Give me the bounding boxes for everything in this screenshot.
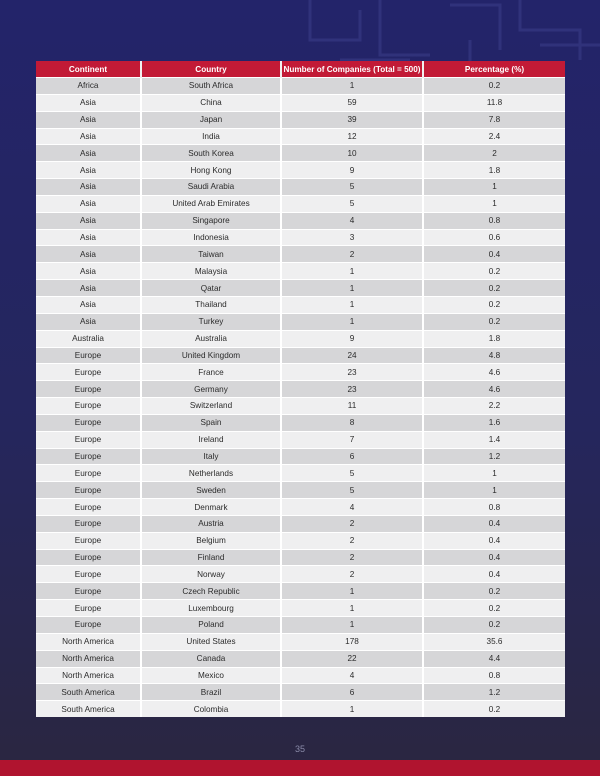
cell-continent: Asia <box>36 195 141 212</box>
cell-percentage: 1 <box>423 482 565 499</box>
cell-number-of-companies: 1 <box>281 313 423 330</box>
cell-percentage: 1.2 <box>423 684 565 701</box>
cell-percentage: 1.2 <box>423 448 565 465</box>
cell-number-of-companies: 2 <box>281 515 423 532</box>
cell-percentage: 4.6 <box>423 364 565 381</box>
cell-number-of-companies: 1 <box>281 701 423 717</box>
cell-number-of-companies: 1 <box>281 617 423 634</box>
cell-number-of-companies: 6 <box>281 684 423 701</box>
cell-continent: Asia <box>36 111 141 128</box>
cell-number-of-companies: 1 <box>281 296 423 313</box>
cell-number-of-companies: 8 <box>281 414 423 431</box>
cell-continent: Australia <box>36 330 141 347</box>
cell-country: Taiwan <box>141 246 281 263</box>
table-row <box>36 94 565 111</box>
cell-number-of-companies: 6 <box>281 448 423 465</box>
table-row <box>36 296 565 313</box>
cell-percentage: 0.2 <box>423 263 565 280</box>
table-row <box>36 364 565 381</box>
table-row <box>36 600 565 617</box>
table-row <box>36 263 565 280</box>
table-row <box>36 482 565 499</box>
cell-percentage: 0.4 <box>423 566 565 583</box>
cell-continent: South America <box>36 701 141 717</box>
cell-country: South Africa <box>141 78 281 95</box>
cell-percentage: 4.8 <box>423 347 565 364</box>
companies-table-container <box>36 61 565 717</box>
table-row <box>36 431 565 448</box>
table-row <box>36 549 565 566</box>
table-row <box>36 128 565 145</box>
table-row <box>36 145 565 162</box>
cell-number-of-companies: 2 <box>281 566 423 583</box>
cell-number-of-companies: 12 <box>281 128 423 145</box>
cell-percentage: 35.6 <box>423 633 565 650</box>
cell-percentage: 1.8 <box>423 162 565 179</box>
table-row <box>36 566 565 583</box>
cell-percentage: 2 <box>423 145 565 162</box>
cell-percentage: 4.4 <box>423 650 565 667</box>
background-pattern-icon <box>300 0 600 70</box>
cell-country: Colombia <box>141 701 281 717</box>
cell-percentage: 4.6 <box>423 381 565 398</box>
table-row <box>36 515 565 532</box>
cell-continent: Europe <box>36 431 141 448</box>
cell-country: Ireland <box>141 431 281 448</box>
cell-percentage: 1.4 <box>423 431 565 448</box>
cell-number-of-companies: 4 <box>281 212 423 229</box>
cell-percentage: 7.8 <box>423 111 565 128</box>
cell-number-of-companies: 4 <box>281 499 423 516</box>
cell-number-of-companies: 2 <box>281 532 423 549</box>
table-row <box>36 499 565 516</box>
cell-country: Hong Kong <box>141 162 281 179</box>
table-row <box>36 313 565 330</box>
table-row <box>36 212 565 229</box>
cell-country: Denmark <box>141 499 281 516</box>
cell-continent: Europe <box>36 347 141 364</box>
cell-continent: Europe <box>36 532 141 549</box>
cell-number-of-companies: 5 <box>281 465 423 482</box>
cell-continent: Europe <box>36 549 141 566</box>
cell-number-of-companies: 9 <box>281 330 423 347</box>
table-row <box>36 330 565 347</box>
cell-country: Saudi Arabia <box>141 179 281 196</box>
cell-number-of-companies: 23 <box>281 381 423 398</box>
cell-number-of-companies: 2 <box>281 246 423 263</box>
cell-continent: Europe <box>36 499 141 516</box>
cell-number-of-companies: 22 <box>281 650 423 667</box>
table-row <box>36 684 565 701</box>
cell-percentage: 0.8 <box>423 499 565 516</box>
cell-percentage: 0.2 <box>423 78 565 95</box>
cell-continent: Asia <box>36 128 141 145</box>
cell-number-of-companies: 1 <box>281 280 423 297</box>
cell-number-of-companies: 11 <box>281 398 423 415</box>
table-row <box>36 532 565 549</box>
cell-percentage: 0.2 <box>423 280 565 297</box>
table-row <box>36 347 565 364</box>
cell-continent: Asia <box>36 229 141 246</box>
companies-by-country-table <box>36 61 565 717</box>
cell-country: Austria <box>141 515 281 532</box>
cell-percentage: 2.2 <box>423 398 565 415</box>
cell-percentage: 1.8 <box>423 330 565 347</box>
cell-continent: South America <box>36 684 141 701</box>
table-row <box>36 633 565 650</box>
cell-number-of-companies: 1 <box>281 600 423 617</box>
table-row <box>36 650 565 667</box>
cell-country: United States <box>141 633 281 650</box>
cell-percentage: 0.8 <box>423 667 565 684</box>
cell-continent: Europe <box>36 566 141 583</box>
cell-continent: Europe <box>36 414 141 431</box>
cell-country: Spain <box>141 414 281 431</box>
cell-number-of-companies: 3 <box>281 229 423 246</box>
cell-country: Netherlands <box>141 465 281 482</box>
table-row <box>36 583 565 600</box>
cell-percentage: 0.2 <box>423 296 565 313</box>
cell-number-of-companies: 5 <box>281 195 423 212</box>
cell-country: Turkey <box>141 313 281 330</box>
cell-country: India <box>141 128 281 145</box>
cell-continent: North America <box>36 667 141 684</box>
table-row <box>36 179 565 196</box>
cell-country: Canada <box>141 650 281 667</box>
header-number-of-companies: Number of Companies (Total = 500) <box>281 61 423 78</box>
cell-number-of-companies: 23 <box>281 364 423 381</box>
cell-percentage: 0.4 <box>423 532 565 549</box>
cell-country: Thailand <box>141 296 281 313</box>
header-percentage: Percentage (%) <box>423 61 565 78</box>
cell-country: Belgium <box>141 532 281 549</box>
cell-country: Switzerland <box>141 398 281 415</box>
cell-continent: Europe <box>36 482 141 499</box>
cell-continent: Asia <box>36 313 141 330</box>
table-row <box>36 246 565 263</box>
table-row <box>36 617 565 634</box>
cell-number-of-companies: 9 <box>281 162 423 179</box>
cell-country: Malaysia <box>141 263 281 280</box>
cell-continent: Africa <box>36 78 141 95</box>
cell-continent: Asia <box>36 263 141 280</box>
cell-number-of-companies: 178 <box>281 633 423 650</box>
cell-percentage: 2.4 <box>423 128 565 145</box>
cell-country: Qatar <box>141 280 281 297</box>
cell-country: Italy <box>141 448 281 465</box>
cell-number-of-companies: 39 <box>281 111 423 128</box>
cell-country: France <box>141 364 281 381</box>
cell-country: Poland <box>141 617 281 634</box>
cell-continent: Asia <box>36 212 141 229</box>
cell-continent: Europe <box>36 448 141 465</box>
cell-percentage: 11.8 <box>423 94 565 111</box>
cell-number-of-companies: 10 <box>281 145 423 162</box>
header-continent: Continent <box>36 61 141 78</box>
table-row <box>36 381 565 398</box>
table-row <box>36 448 565 465</box>
cell-percentage: 0.2 <box>423 600 565 617</box>
cell-percentage: 0.2 <box>423 583 565 600</box>
cell-continent: Europe <box>36 515 141 532</box>
footer-bar <box>0 760 600 776</box>
cell-number-of-companies: 4 <box>281 667 423 684</box>
cell-continent: North America <box>36 650 141 667</box>
cell-country: South Korea <box>141 145 281 162</box>
cell-percentage: 1 <box>423 195 565 212</box>
table-row <box>36 465 565 482</box>
cell-number-of-companies: 5 <box>281 482 423 499</box>
cell-number-of-companies: 2 <box>281 549 423 566</box>
cell-country: Brazil <box>141 684 281 701</box>
table-row <box>36 667 565 684</box>
table-row <box>36 414 565 431</box>
cell-continent: Europe <box>36 465 141 482</box>
cell-country: Czech Republic <box>141 583 281 600</box>
table-row <box>36 280 565 297</box>
cell-country: Germany <box>141 381 281 398</box>
cell-percentage: 0.4 <box>423 515 565 532</box>
table-row <box>36 701 565 717</box>
table-header-row <box>36 61 565 78</box>
cell-percentage: 1 <box>423 465 565 482</box>
cell-continent: Asia <box>36 246 141 263</box>
cell-continent: Asia <box>36 179 141 196</box>
cell-number-of-companies: 5 <box>281 179 423 196</box>
cell-country: Sweden <box>141 482 281 499</box>
cell-country: United Kingdom <box>141 347 281 364</box>
table-row <box>36 398 565 415</box>
cell-country: Singapore <box>141 212 281 229</box>
cell-number-of-companies: 1 <box>281 263 423 280</box>
cell-continent: Europe <box>36 617 141 634</box>
cell-country: United Arab Emirates <box>141 195 281 212</box>
cell-continent: Europe <box>36 364 141 381</box>
cell-continent: Asia <box>36 280 141 297</box>
page-number: 35 <box>294 744 305 754</box>
table-row <box>36 111 565 128</box>
cell-country: Japan <box>141 111 281 128</box>
cell-country: Finland <box>141 549 281 566</box>
cell-number-of-companies: 1 <box>281 78 423 95</box>
cell-continent: North America <box>36 633 141 650</box>
table-row <box>36 195 565 212</box>
table-body <box>36 78 565 718</box>
cell-number-of-companies: 7 <box>281 431 423 448</box>
cell-continent: Asia <box>36 145 141 162</box>
cell-country: Indonesia <box>141 229 281 246</box>
cell-country: Norway <box>141 566 281 583</box>
table-row <box>36 78 565 95</box>
cell-country: Australia <box>141 330 281 347</box>
cell-country: China <box>141 94 281 111</box>
cell-percentage: 0.2 <box>423 701 565 717</box>
cell-continent: Asia <box>36 296 141 313</box>
cell-number-of-companies: 1 <box>281 583 423 600</box>
table-row <box>36 229 565 246</box>
cell-continent: Europe <box>36 600 141 617</box>
cell-percentage: 1 <box>423 179 565 196</box>
cell-number-of-companies: 59 <box>281 94 423 111</box>
cell-country: Mexico <box>141 667 281 684</box>
cell-percentage: 0.4 <box>423 549 565 566</box>
cell-percentage: 0.4 <box>423 246 565 263</box>
header-country: Country <box>141 61 281 78</box>
cell-continent: Europe <box>36 583 141 600</box>
cell-percentage: 0.2 <box>423 617 565 634</box>
table-row <box>36 162 565 179</box>
cell-country: Luxembourg <box>141 600 281 617</box>
cell-continent: Europe <box>36 381 141 398</box>
cell-percentage: 0.6 <box>423 229 565 246</box>
cell-number-of-companies: 24 <box>281 347 423 364</box>
cell-percentage: 0.8 <box>423 212 565 229</box>
cell-continent: Asia <box>36 94 141 111</box>
cell-continent: Asia <box>36 162 141 179</box>
cell-percentage: 0.2 <box>423 313 565 330</box>
cell-continent: Europe <box>36 398 141 415</box>
cell-percentage: 1.6 <box>423 414 565 431</box>
